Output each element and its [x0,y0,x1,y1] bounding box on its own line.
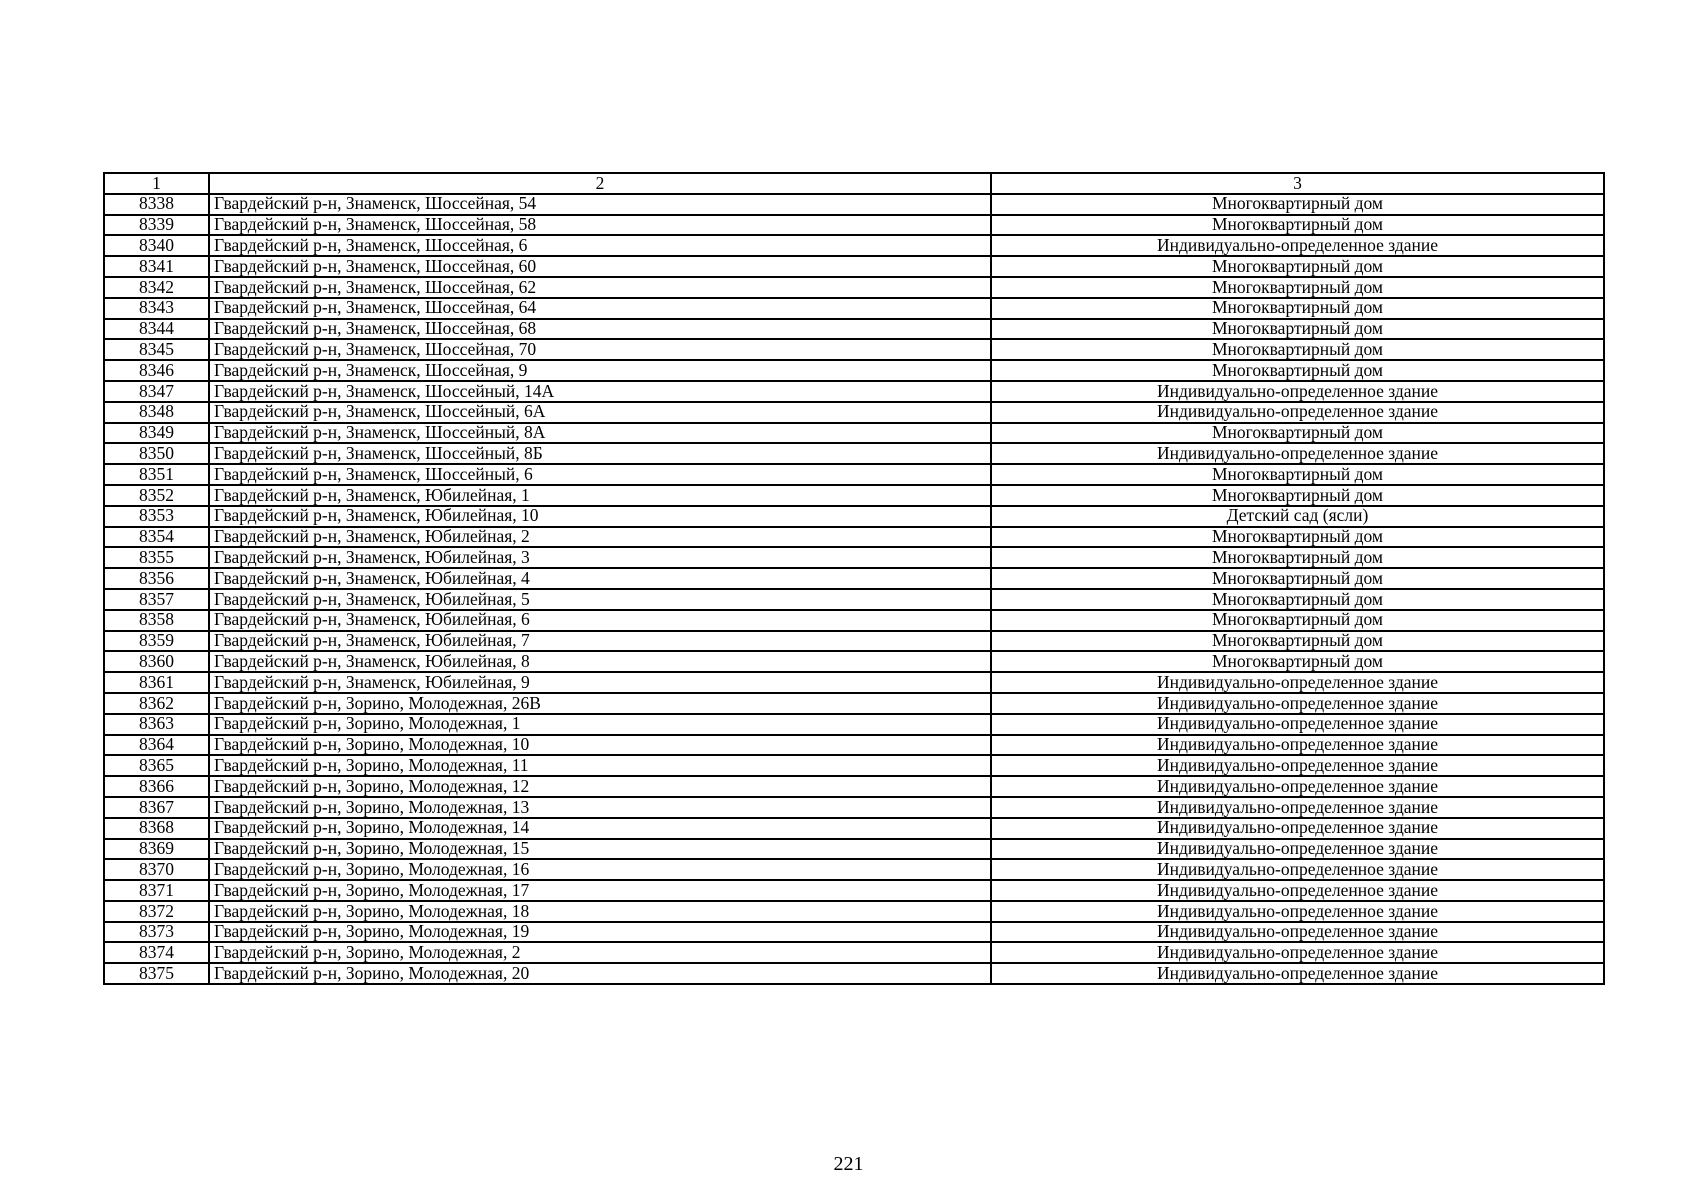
address-cell: Гвардейский р-н, Знаменск, Юбилейная, 4 [209,568,991,589]
building-type-cell: Многоквартирный дом [991,527,1604,548]
address-cell: Гвардейский р-н, Зорино, Молодежная, 20 [209,963,991,984]
row-number-cell: 8349 [104,423,209,444]
row-number-cell: 8372 [104,901,209,922]
address-cell: Гвардейский р-н, Знаменск, Шоссейный, 8Б [209,443,991,464]
table-row [104,256,1604,277]
building-type-cell: Многоквартирный дом [991,423,1604,444]
address-cell: Гвардейский р-н, Зорино, Молодежная, 1 [209,714,991,735]
table-row [104,859,1604,880]
building-type-cell: Многоквартирный дом [991,631,1604,652]
table-row [104,589,1604,610]
address-cell: Гвардейский р-н, Зорино, Молодежная, 16 [209,859,991,880]
address-cell: Гвардейский р-н, Зорино, Молодежная, 17 [209,880,991,901]
building-type-cell: Многоквартирный дом [991,568,1604,589]
building-type-cell: Многоквартирный дом [991,277,1604,298]
building-type-cell: Индивидуально-определенное здание [991,839,1604,860]
row-number-cell: 8371 [104,880,209,901]
table-row [104,963,1604,984]
row-number-cell: 8374 [104,942,209,963]
table-row [104,319,1604,340]
row-number-cell: 8341 [104,256,209,277]
table-row [104,402,1604,423]
address-cell: Гвардейский р-н, Знаменск, Шоссейная, 60 [209,256,991,277]
address-cell: Гвардейский р-н, Знаменск, Шоссейная, 64 [209,298,991,319]
address-cell: Гвардейский р-н, Знаменск, Юбилейная, 3 [209,547,991,568]
address-cell: Гвардейский р-н, Зорино, Молодежная, 11 [209,755,991,776]
table-row [104,423,1604,444]
table-row [104,755,1604,776]
building-type-cell: Многоквартирный дом [991,360,1604,381]
row-number-cell: 8358 [104,610,209,631]
table-row [104,922,1604,943]
building-type-cell: Индивидуально-определенное здание [991,922,1604,943]
building-type-cell: Индивидуально-определенное здание [991,755,1604,776]
building-type-cell: Индивидуально-определенное здание [991,714,1604,735]
row-number-cell: 8355 [104,547,209,568]
building-type-cell: Многоквартирный дом [991,298,1604,319]
table-row [104,194,1604,215]
table-row [104,527,1604,548]
address-cell: Гвардейский р-н, Знаменск, Шоссейная, 58 [209,215,991,236]
row-number-cell: 8352 [104,485,209,506]
row-number-cell: 8359 [104,631,209,652]
table-row [104,360,1604,381]
building-type-cell: Многоквартирный дом [991,256,1604,277]
table-row [104,298,1604,319]
row-number-cell: 8368 [104,818,209,839]
table-row [104,464,1604,485]
row-number-cell: 8362 [104,693,209,714]
table-row [104,610,1604,631]
building-type-cell: Индивидуально-определенное здание [991,735,1604,756]
building-type-cell: Индивидуально-определенное здание [991,235,1604,256]
address-cell: Гвардейский р-н, Зорино, Молодежная, 12 [209,776,991,797]
row-number-cell: 8356 [104,568,209,589]
column-number-3: 3 [991,173,1604,194]
row-number-cell: 8344 [104,319,209,340]
row-number-cell: 8367 [104,797,209,818]
table-row [104,443,1604,464]
row-number-cell: 8343 [104,298,209,319]
table-row [104,942,1604,963]
building-type-cell: Индивидуально-определенное здание [991,818,1604,839]
row-number-cell: 8364 [104,735,209,756]
row-number-cell: 8363 [104,714,209,735]
row-number-cell: 8354 [104,527,209,548]
building-type-cell: Многоквартирный дом [991,464,1604,485]
table-row [104,215,1604,236]
building-type-cell: Многоквартирный дом [991,651,1604,672]
row-number-cell: 8366 [104,776,209,797]
row-number-cell: 8340 [104,235,209,256]
table-body [104,194,1604,984]
building-type-cell: Индивидуально-определенное здание [991,901,1604,922]
table-row [104,339,1604,360]
building-type-cell: Многоквартирный дом [991,610,1604,631]
building-type-cell: Индивидуально-определенное здание [991,776,1604,797]
row-number-cell: 8375 [104,963,209,984]
address-cell: Гвардейский р-н, Зорино, Молодежная, 10 [209,735,991,756]
building-type-cell: Индивидуально-определенное здание [991,880,1604,901]
building-type-cell: Детский сад (ясли) [991,506,1604,527]
building-type-cell: Индивидуально-определенное здание [991,693,1604,714]
building-type-cell: Индивидуально-определенное здание [991,859,1604,880]
address-cell: Гвардейский р-н, Зорино, Молодежная, 18 [209,901,991,922]
row-number-cell: 8339 [104,215,209,236]
row-number-cell: 8357 [104,589,209,610]
table-row [104,381,1604,402]
address-cell: Гвардейский р-н, Знаменск, Шоссейный, 8А [209,423,991,444]
row-number-cell: 8345 [104,339,209,360]
building-type-cell: Многоквартирный дом [991,589,1604,610]
row-number-cell: 8365 [104,755,209,776]
building-type-cell: Индивидуально-определенное здание [991,381,1604,402]
address-cell: Гвардейский р-н, Знаменск, Шоссейный, 14А [209,381,991,402]
building-type-cell: Многоквартирный дом [991,319,1604,340]
row-number-cell: 8338 [104,194,209,215]
table-row [104,735,1604,756]
table-row [104,631,1604,652]
table-row [104,277,1604,298]
table-row [104,693,1604,714]
column-number-1: 1 [104,173,209,194]
table-row [104,506,1604,527]
building-type-cell: Многоквартирный дом [991,215,1604,236]
address-cell: Гвардейский р-н, Знаменск, Шоссейный, 6 [209,464,991,485]
address-cell: Гвардейский р-н, Знаменск, Юбилейная, 2 [209,527,991,548]
table-row [104,714,1604,735]
address-cell: Гвардейский р-н, Зорино, Молодежная, 26В [209,693,991,714]
table-row [104,568,1604,589]
row-number-cell: 8369 [104,839,209,860]
address-cell: Гвардейский р-н, Зорино, Молодежная, 19 [209,922,991,943]
building-type-cell: Индивидуально-определенное здание [991,402,1604,423]
table-row [104,672,1604,693]
column-number-row [104,173,1604,194]
table-row [104,818,1604,839]
row-number-cell: 8361 [104,672,209,693]
row-number-cell: 8370 [104,859,209,880]
address-cell: Гвардейский р-н, Знаменск, Юбилейная, 10 [209,506,991,527]
address-cell: Гвардейский р-н, Зорино, Молодежная, 15 [209,839,991,860]
row-number-cell: 8360 [104,651,209,672]
address-cell: Гвардейский р-н, Знаменск, Шоссейная, 6 [209,235,991,256]
row-number-cell: 8373 [104,922,209,943]
table-row [104,901,1604,922]
row-number-cell: 8350 [104,443,209,464]
table-row [104,547,1604,568]
table-row [104,839,1604,860]
page-number: 221 [833,1153,864,1175]
building-type-cell: Индивидуально-определенное здание [991,942,1604,963]
row-number-cell: 8351 [104,464,209,485]
building-type-cell: Многоквартирный дом [991,339,1604,360]
building-type-cell: Индивидуально-определенное здание [991,963,1604,984]
building-type-cell: Индивидуально-определенное здание [991,672,1604,693]
address-cell: Гвардейский р-н, Знаменск, Юбилейная, 1 [209,485,991,506]
table-row [104,797,1604,818]
registry-table [103,172,1605,985]
address-cell: Гвардейский р-н, Знаменск, Юбилейная, 6 [209,610,991,631]
row-number-cell: 8347 [104,381,209,402]
building-type-cell: Индивидуально-определенное здание [991,443,1604,464]
address-cell: Гвардейский р-н, Знаменск, Шоссейная, 70 [209,339,991,360]
address-cell: Гвардейский р-н, Зорино, Молодежная, 14 [209,818,991,839]
table-row [104,880,1604,901]
address-cell: Гвардейский р-н, Знаменск, Юбилейная, 7 [209,631,991,652]
table-row [104,235,1604,256]
table-row [104,776,1604,797]
address-cell: Гвардейский р-н, Знаменск, Шоссейная, 68 [209,319,991,340]
table-row [104,651,1604,672]
building-type-cell: Многоквартирный дом [991,485,1604,506]
address-cell: Гвардейский р-н, Знаменск, Юбилейная, 8 [209,651,991,672]
address-cell: Гвардейский р-н, Знаменск, Шоссейная, 62 [209,277,991,298]
address-cell: Гвардейский р-н, Знаменск, Шоссейная, 54 [209,194,991,215]
building-type-cell: Многоквартирный дом [991,194,1604,215]
column-number-2: 2 [209,173,991,194]
address-cell: Гвардейский р-н, Знаменск, Шоссейная, 9 [209,360,991,381]
row-number-cell: 8342 [104,277,209,298]
table-row [104,485,1604,506]
row-number-cell: 8346 [104,360,209,381]
address-cell: Гвардейский р-н, Зорино, Молодежная, 2 [209,942,991,963]
address-cell: Гвардейский р-н, Знаменск, Юбилейная, 9 [209,672,991,693]
address-cell: Гвардейский р-н, Знаменск, Юбилейная, 5 [209,589,991,610]
building-type-cell: Многоквартирный дом [991,547,1604,568]
address-cell: Гвардейский р-н, Зорино, Молодежная, 13 [209,797,991,818]
address-cell: Гвардейский р-н, Знаменск, Шоссейный, 6А [209,402,991,423]
row-number-cell: 8348 [104,402,209,423]
row-number-cell: 8353 [104,506,209,527]
building-type-cell: Индивидуально-определенное здание [991,797,1604,818]
